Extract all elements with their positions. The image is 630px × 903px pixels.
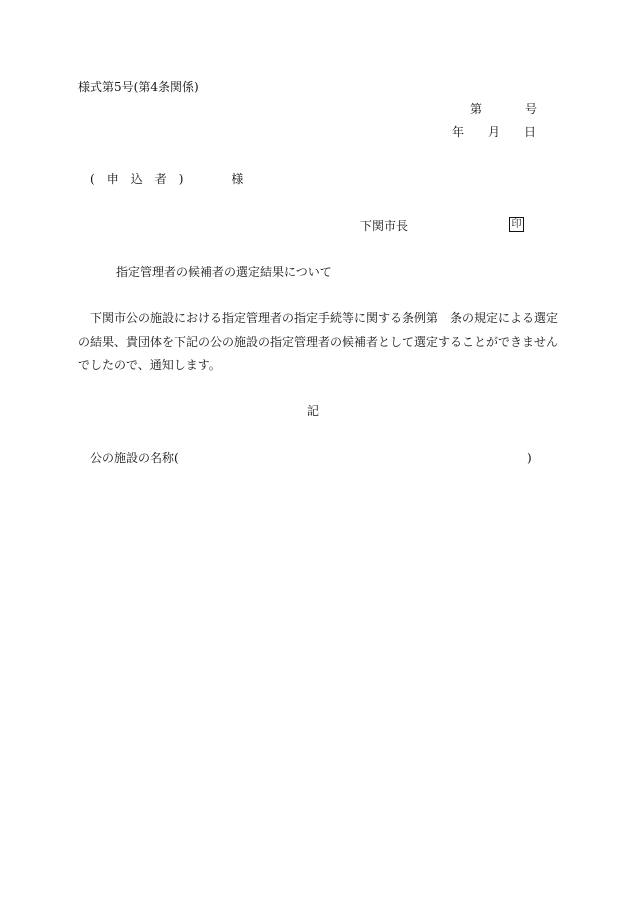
date-day: 日 [524,125,537,139]
number-suffix: 号 [525,102,538,116]
facility-name-close-paren: ) [527,451,532,465]
recipient-char: 申 [106,172,119,186]
document-number [470,103,537,115]
body-text-line: 下関市公の施設における指定管理者の指定手続等に関する条例第 条の規定による選定 [90,311,559,325]
recipient-open-paren: ( [90,172,95,186]
seal-mark: 印 [509,217,524,232]
facility-name-label: 公の施設の名称( [90,451,179,465]
date-month: 月 [488,125,501,139]
form-number-label: 様式第5号(第4条関係) [78,80,199,94]
body-text-line: でしたので、通知します。 [78,358,221,372]
recipient-close-paren: ) [178,172,184,186]
number-prefix: 第 [470,102,483,116]
recipient-line [90,173,243,185]
recipient-char: 込 [130,172,143,186]
document-subject: 指定管理者の候補者の選定結果について [116,265,332,279]
ki-heading: 記 [307,404,320,418]
date-year: 年 [452,125,465,139]
document-date [452,126,536,138]
recipient-char: 者 [154,172,167,186]
body-text-line: の結果、貴団体を下記の公の施設の指定管理者の候補者として選定することができません [78,335,559,349]
sender-title: 下関市長 [360,219,409,233]
recipient-honorific: 様 [231,172,244,186]
